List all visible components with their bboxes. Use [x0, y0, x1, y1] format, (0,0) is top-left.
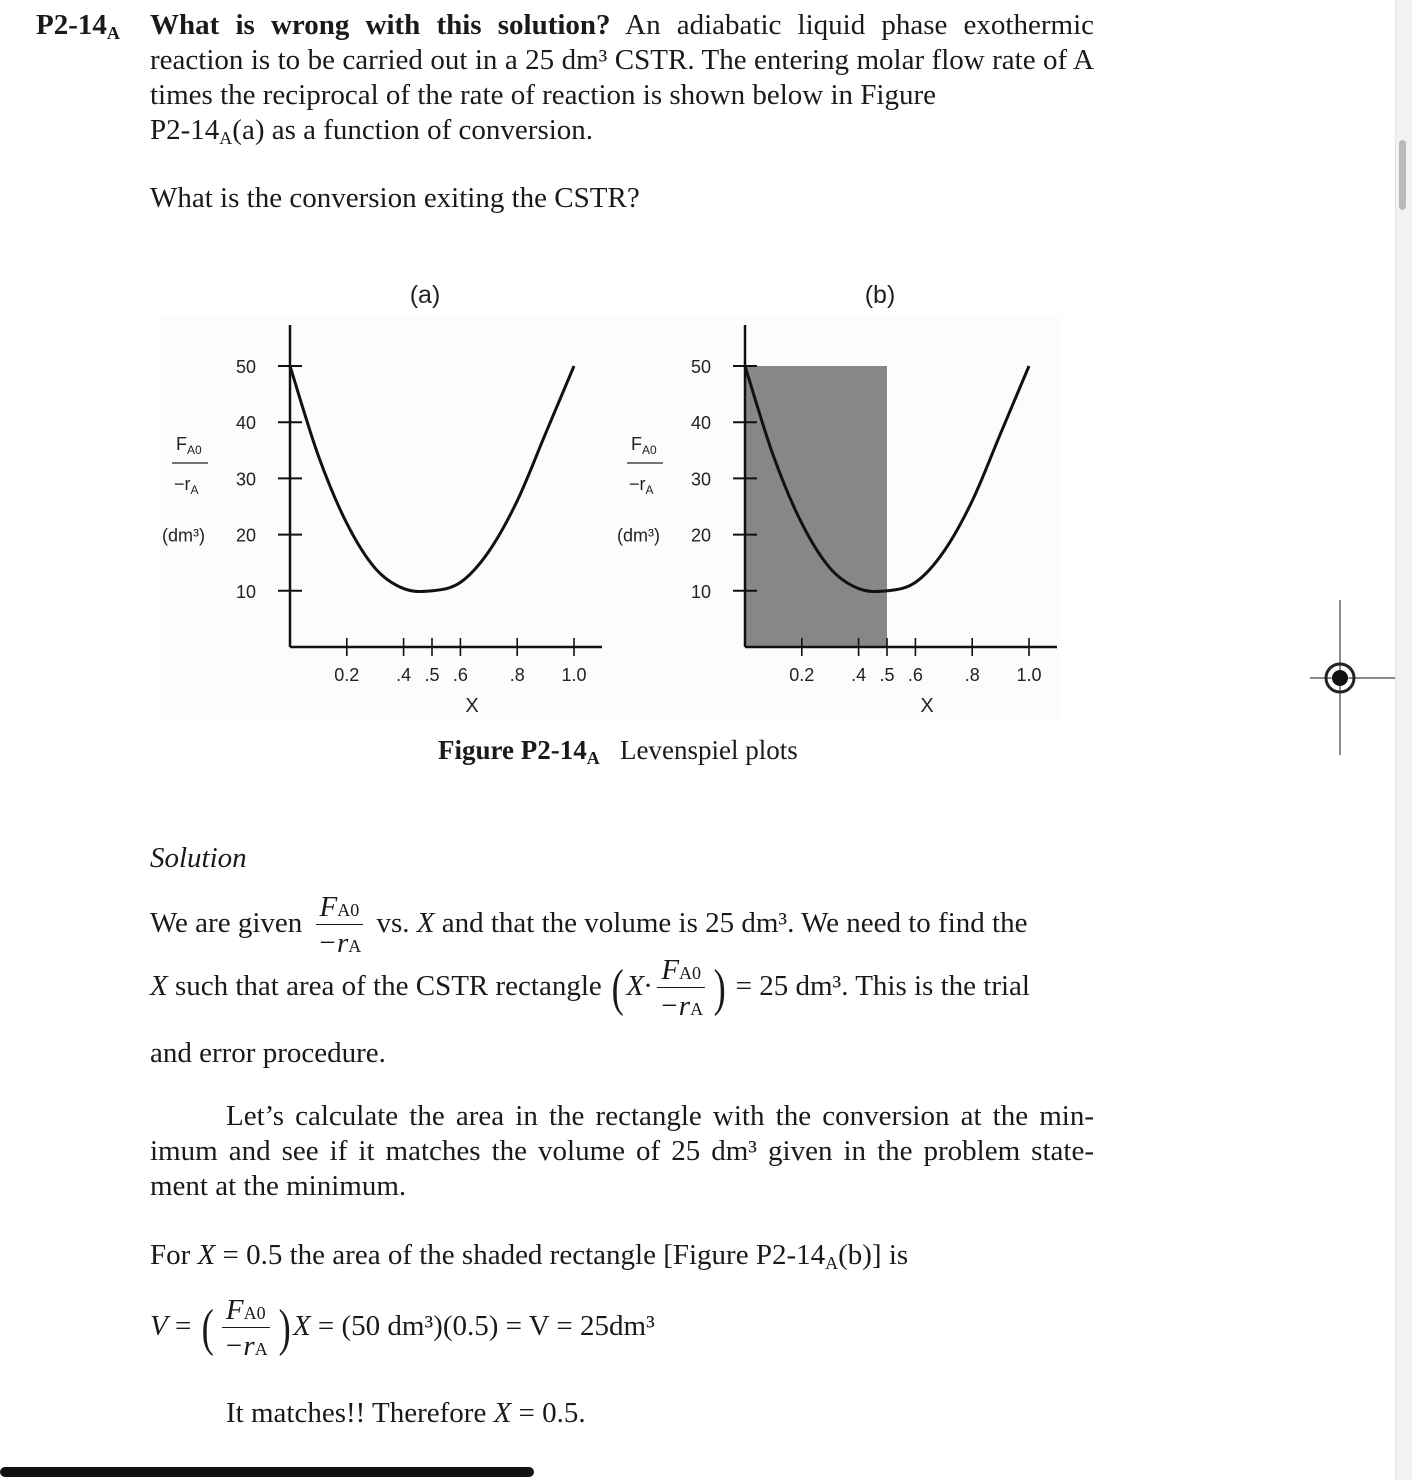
problem-statement-end: $P2-14_A(a)$ as a function of conversion.	[150, 114, 594, 148]
x-tick-label: .4	[396, 665, 412, 685]
x-axis-label: X	[920, 695, 934, 717]
problem-body: An adiabatic liquid phase exothermic reaction is to be carried out in a 25 dm³ CSTR. The entering molar flow rate of A times the reciprocal of the rate of reaction is shown below in Figure	[150, 9, 1094, 111]
levenspiel-figure	[160, 260, 1060, 730]
y-tick-label: 50	[235, 357, 256, 377]
y-tick-label: 50	[690, 357, 711, 377]
x-axis-label: X	[465, 695, 479, 717]
x-tick-label: 0.2	[789, 665, 815, 685]
figure-caption: Figure $P2-14_A$ Levenspiel plots	[438, 735, 798, 768]
y-tick-label: 40	[235, 413, 256, 434]
panel-label: (a)	[409, 281, 441, 309]
y-tick-label: 20	[235, 525, 256, 546]
x-tick-label: .5	[424, 665, 440, 685]
solution-line-5: For X = 0.5 the area of the shaded rectangle [Figure $P2-14_A(b)$] is	[150, 1239, 909, 1273]
solution-paragraph-2: Let’s calculate the area in the rectangle with the conversion at the min- imum and see if it matches the volume of 25 dm³ given in the problem state- ment at the minimum.	[150, 1100, 1094, 1202]
y-label-denominator: $-r_A$	[174, 474, 199, 497]
scrollbar-thumb[interactable]	[1399, 140, 1406, 210]
y-tick-label: 10	[235, 581, 256, 602]
y-tick-label: 30	[235, 469, 256, 490]
y-tick-label: 30	[690, 469, 711, 490]
problem-label: $P2-14_A$	[36, 9, 120, 43]
solution-conclusion: It matches!! Therefore X = 0.5.	[226, 1397, 586, 1429]
x-tick-label: .5	[879, 665, 895, 685]
y-tick-label: 40	[690, 413, 711, 434]
problem-lead: What is wrong with this solution?	[150, 9, 611, 41]
solution-heading: Solution	[150, 842, 247, 874]
fraction-fa0-ra-2: $\frac{FA0}{-rA}$	[659, 954, 704, 1022]
x-tick-label: .8	[964, 665, 980, 685]
solution-line-3: and error procedure.	[150, 1037, 386, 1069]
y-label-numerator: $F_{A0}$	[631, 434, 657, 457]
y-label-numerator: $F_{A0}$	[176, 434, 202, 457]
x-tick-label: 0.2	[334, 665, 360, 685]
problem-statement	[150, 8, 1094, 113]
scrollbar-track[interactable]	[1395, 0, 1412, 1480]
problem-question: What is the conversion exiting the CSTR?	[150, 182, 640, 214]
solution-line-1: We are given $\frac{FA0}{-rA}$ vs. X and that the volume is 25 dm³. We need to find the	[150, 891, 1028, 959]
x-tick-label: .4	[851, 665, 867, 685]
y-tick-label: 20	[690, 525, 711, 546]
panel-label: (b)	[864, 281, 896, 309]
y-tick-label: 10	[690, 581, 711, 602]
home-indicator	[0, 1467, 534, 1477]
registration-mark-icon	[1310, 600, 1395, 755]
y-label-units: (dm³)	[162, 525, 205, 546]
solution-line-2: X such that area of the CSTR rectangle (X· $\frac{FA0}{-rA}$ ) = 25 dm³. This is the trial	[150, 954, 1030, 1022]
x-tick-label: .6	[907, 665, 923, 685]
x-tick-label: .8	[509, 665, 525, 685]
fraction-fa0-ra-3: $\frac{FA0}{-rA}$	[223, 1294, 268, 1362]
shaded-rectangle	[745, 366, 887, 647]
fraction-fa0-ra: $\frac{FA0}{-rA}$	[317, 891, 362, 959]
volume-equation: V = ( $\frac{FA0}{-rA}$ )X = (50 dm³)(0.5) = V = 25dm³	[150, 1294, 655, 1362]
y-label-units: (dm³)	[617, 525, 660, 546]
figure-background	[160, 315, 1060, 720]
x-tick-label: 1.0	[561, 665, 587, 685]
x-tick-label: .6	[452, 665, 468, 685]
x-tick-label: 1.0	[1016, 665, 1042, 685]
y-label-denominator: $-r_A$	[629, 474, 654, 497]
